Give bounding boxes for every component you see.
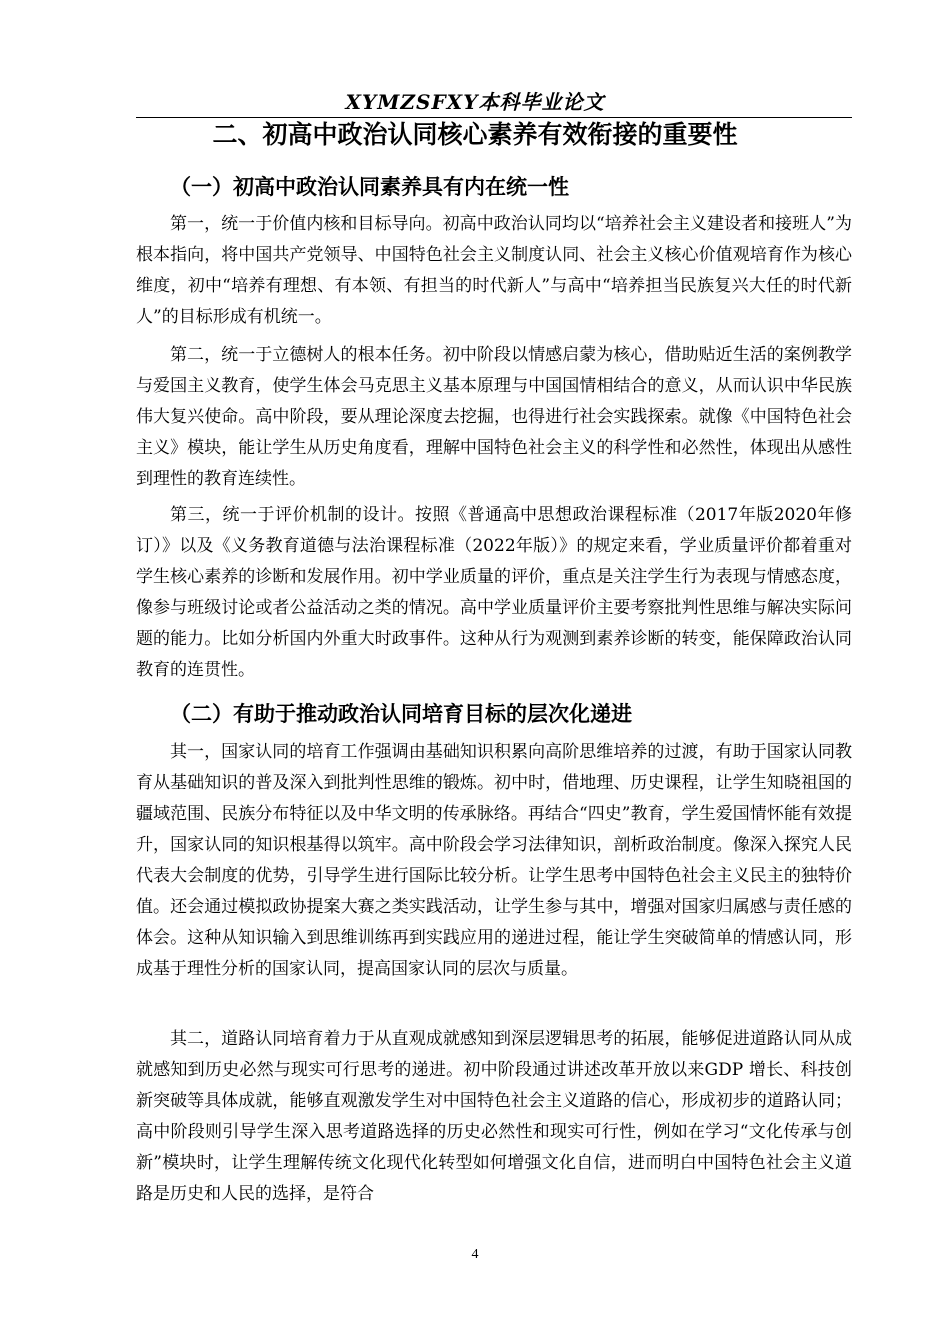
- running-header: XYMZSFXY本科毕业论文: [345, 90, 605, 114]
- paragraph: 其一，国家认同的培育工作强调由基础知识积累向高阶思维培养的过渡，有助于国家认同教育从基础知识的普及深入到批判性思维的锻炼。初中时，借地理、历史课程，让学生知晓祖国的疆域范围、民族分布特征以及中华文明的传承脉络。再结合“四史”教育，学生爱国情怀能有效提升，国家认同的知识根基得以筑牢。高中阶段会学习法律知识，剖析政治制度。像深入探究人民代表大会制度的优势，引导学生进行国际比较分析。让学生思考中国特色社会主义民主的独特价值。还会通过模拟政协提案大赛之类实践活动，让学生参与其中，增强对国家归属感与责任感的体会。这种从知识输入到思维训练再到实践应用的递进过程，能让学生突破简单的情感认同，形成基于理性分析的国家认同，提高国家认同的层次与质量。: [136, 742, 852, 979]
- subsection-title-2: （二）有助于推动政治认同培育目标的层次化递进: [170, 702, 632, 726]
- paragraph: 其二，道路认同培育着力于从直观成就感知到深层逻辑思考的拓展，能够促进道路认同从成就感知到历史必然与现实可行思考的递进。初中阶段通过讲述改革开放以来GDP 增长、科技创新突破等具体成就，能够直观激发学生对中国特色社会主义道路的信心，形成初步的道路认同；高中阶段则引导学生深入思考道路选择的历史必然性和现实可行性，例如在学习“文化传承与创新”模块时，让学生理解传统文化现代化转型如何增强文化自信，进而明白中国特色社会主义道路是历史和人民的选择，是符合: [136, 1029, 852, 1204]
- paragraph: 第一，统一于价值内核和目标导向。初高中政治认同均以“培养社会主义建设者和接班人”为根本指向，将中国共产党领导、中国特色社会主义制度认同、社会主义核心价值观培育作为核心维度，初中“培养有理想、有本领、有担当的时代新人”与高中“培养担当民族复兴大任的时代新人”的目标形成有机统一。: [136, 214, 852, 327]
- section-title: 二、初高中政治认同核心素养有效衔接的重要性: [212, 120, 738, 149]
- page-number: 4: [471, 1247, 479, 1262]
- paragraph: 第二，统一于立德树人的根本任务。初中阶段以情感启蒙为核心，借助贴近生活的案例教学与爱国主义教育，使学生体会马克思主义基本原理与中国国情相结合的意义，从而认识中华民族伟大复兴使命。高中阶段，要从理论深度去挖掘，也得进行社会实践探索。就像《中国特色社会主义》模块，能让学生从历史角度看，理解中国特色社会主义的科学性和必然性，体现出从感性到理性的教育连续性。: [136, 345, 852, 489]
- subsection-title-1: （一）初高中政治认同素养具有内在统一性: [170, 175, 569, 199]
- paragraph: 第三，统一于评价机制的设计。按照《普通高中思想政治课程标准（2017年版2020年修订）》以及《义务教育道德与法治课程标准（2022年版）》的规定来看，学业质量评价都着重对学生核心素养的诊断和发展作用。初中学业质量的评价，重点是关注学生行为表现与情感态度，像参与班级讨论或者公益活动之类的情况。高中学业质量评价主要考察批判性思维与解决实际问题的能力。比如分析国内外重大时政事件。这种从行为观测到素养诊断的转变，能保障政治认同教育的连贯性。: [136, 505, 852, 680]
